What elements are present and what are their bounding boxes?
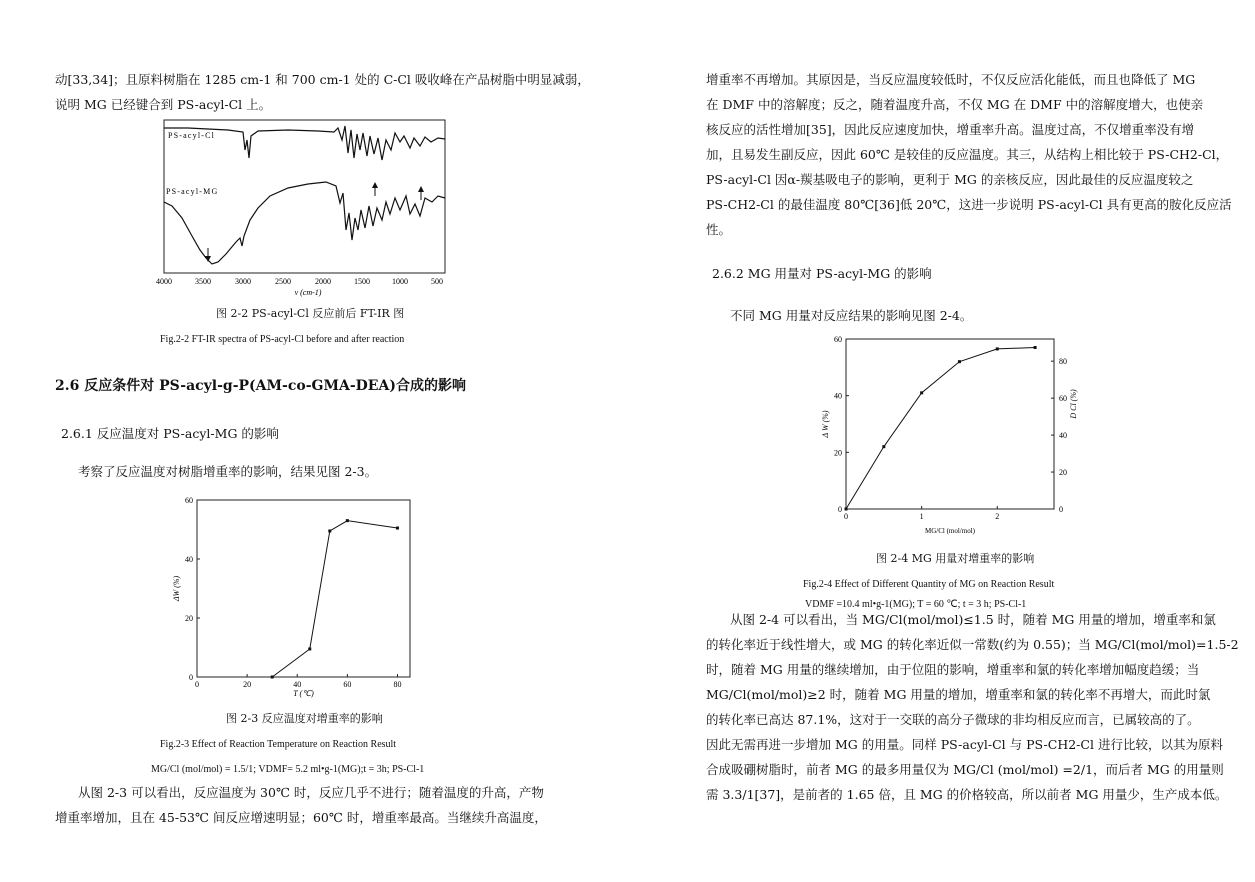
paragraph-line: 不同 MG 用量对反应结果的影响见图 2-4。 <box>730 308 973 323</box>
series-line <box>846 348 1035 510</box>
subsection-heading: 2.6.1 反应温度对 PS-acyl-MG 的影响 <box>61 426 279 441</box>
spectrum-label-bottom: PS-acyl-MG <box>166 187 219 196</box>
y-tick-label: 20 <box>834 448 842 458</box>
y-tick-label: 40 <box>834 391 842 401</box>
figure-caption-en: Fig.2-4 Effect of Different Quantity of MG on Reaction Result <box>803 579 1055 590</box>
x-tick: 3000 <box>235 277 251 286</box>
paragraph-line: 增重率不再增加。其原因是，当反应温度较低时，不仅反应活化能低，而且也降低了 MG <box>706 72 1196 87</box>
figure-caption-cn: 图 2-2 PS-acyl-Cl 反应前后 FT-IR 图 <box>216 307 405 320</box>
spectrum-label-top: PS-acyl-Cl <box>168 131 216 140</box>
y-right-tick-label: 0 <box>1059 505 1063 514</box>
x-tick: 2000 <box>315 277 331 286</box>
paragraph-line: PS-CH2-Cl 的最佳温度 80℃[36]低 20℃，这进一步说明 PS-acyl-Cl 具有更高的胺化反应活 <box>706 197 1232 212</box>
paragraph-line: 合成吸硼树脂时，前者 MG 的最多用量仅为 MG/Cl (mol/mol) =2/1，而后者 MG 的用量则 <box>706 762 1224 777</box>
x-tick: 1000 <box>392 277 408 286</box>
chart-fig-2-4 <box>815 330 1095 540</box>
figure-caption-en: Fig.2-2 FT-IR spectra of PS-acyl-Cl before and after reaction <box>160 334 405 345</box>
data-point <box>271 676 274 679</box>
y-right-tick-label: 80 <box>1059 357 1067 367</box>
x-tick-label: 0 <box>195 680 199 689</box>
chart-2-4-svg <box>815 330 1095 540</box>
data-point <box>920 391 923 394</box>
data-point <box>346 519 349 522</box>
x-tick-label: 80 <box>393 680 402 689</box>
paragraph-line: 在 DMF 中的溶解度；反之，随着温度升高，不仅 MG 在 DMF 中的溶解度增大，也使亲 <box>706 97 1204 112</box>
ftir-spectrum-plot <box>148 118 448 300</box>
chart-2-3-svg <box>170 492 420 702</box>
x-tick-label: 2 <box>995 512 1000 521</box>
x-tick-label: 1 <box>919 512 924 521</box>
y-right-tick-label: 40 <box>1059 431 1067 441</box>
paragraph-line: 因此无需再进一步增加 MG 的用量。同样 PS-acyl-Cl 与 PS-CH2-Cl 进行比较，以其为原料 <box>706 737 1223 752</box>
x-tick-label: 0 <box>844 512 848 521</box>
paragraph-line: 性。 <box>706 222 732 237</box>
paragraph-line: 加，且易发生副反应，因此 60℃ 是较佳的反应温度。其三，从结构上相比较于 PS-CH2-Cl， <box>706 147 1229 162</box>
x-axis-label: T (℃) <box>293 689 314 698</box>
paragraph-line: 的转化率已高达 87.1%，这对于一交联的高分子微球的非均相反应而言，已属较高的了。 <box>706 712 1200 727</box>
y-tick-label: 60 <box>185 496 193 505</box>
y-tick-label: 40 <box>185 555 193 564</box>
y-axis-right-label: D Cl (%) <box>1069 389 1078 419</box>
x-tick-label: 40 <box>293 680 302 689</box>
plot-frame <box>846 339 1054 509</box>
y-axis-label: ΔW (%) <box>172 575 181 602</box>
figure-caption-conditions: MG/Cl (mol/mol) = 1.5/1; VDMF= 5.2 ml•g-1(MG);t = 3h; PS-Cl-1 <box>151 764 425 775</box>
figure-caption-conditions: VDMF =10.4 ml•g-1(MG); T = 60 ℃; t = 3 h; PS-Cl-1 <box>805 599 1027 610</box>
paragraph-line: 的转化率近于线性增大，或 MG 的转化率近似一常数(约为 0.55)；当 MG/Cl(mol/mol)=1.5-2 <box>706 637 1239 652</box>
paragraph-line: 说明 MG 已经键合到 PS-acyl-Cl 上。 <box>55 97 272 112</box>
x-tick: 2500 <box>275 277 291 286</box>
x-tick: 1500 <box>354 277 370 286</box>
paragraph-line: 时，随着 MG 用量的继续增加，由于位阻的影响，增重率和氯的转化率增加幅度趋缓；当 <box>706 662 1200 677</box>
data-point <box>845 508 848 511</box>
series-line <box>272 521 397 677</box>
subsection-heading: 2.6.2 MG 用量对 PS-acyl-MG 的影响 <box>712 266 932 281</box>
x-tick-label: 60 <box>343 680 352 689</box>
ftir-x-ticks <box>156 277 443 286</box>
paragraph-line: PS-acyl-Cl 因α-羰基吸电子的影响，更利于 MG 的亲核反应，因此最佳的反应温度较之 <box>706 172 1194 187</box>
paragraph-line: 核反应的活性增加[35]，因此反应速度加快，增重率升高。温度过高，不仅增重率没有增 <box>706 122 1195 137</box>
y-axis-label: Δ W (%) <box>821 410 830 438</box>
paragraph-line: 从图 2-3 可以看出，反应温度为 30℃ 时，反应几乎不进行；随着温度的升高，产物 <box>78 785 544 800</box>
data-point <box>396 527 399 530</box>
y-tick-label: 0 <box>189 673 193 682</box>
x-axis-label: MG/Cl (mol/mol) <box>925 527 975 535</box>
data-point <box>882 445 885 448</box>
paragraph-line: 从图 2-4 可以看出，当 MG/Cl(mol/mol)≤1.5 时，随着 MG 用量的增加，增重率和氯 <box>730 612 1216 627</box>
x-tick: 4000 <box>156 277 172 286</box>
y-right-tick-label: 20 <box>1059 468 1067 478</box>
paragraph-line: MG/Cl(mol/mol)≥2 时，随着 MG 用量的增加，增重率和氯的转化率不再增大，而此时氯 <box>706 687 1211 702</box>
data-point <box>958 360 961 363</box>
data-point <box>328 529 331 532</box>
paragraph-line: 增重率增加，且在 45-53℃ 间反应增速明显；60℃ 时，增重率最高。当继续升高温度， <box>55 810 547 825</box>
section-heading: 2.6 反应条件对 PS-acyl-g-P(AM-co-GMA-DEA)合成的影响 <box>55 378 466 394</box>
y-right-tick-label: 60 <box>1059 394 1067 404</box>
data-point <box>996 347 999 350</box>
data-point <box>1034 346 1037 349</box>
paragraph-line: 考察了反应温度对树脂增重率的影响，结果见图 2-3。 <box>78 464 378 479</box>
ftir-x-axis-label: ν (cm-1) <box>294 288 322 297</box>
y-tick-label: 0 <box>838 505 842 514</box>
chart-fig-2-3 <box>170 492 420 702</box>
figure-caption-cn: 图 2-3 反应温度对增重率的影响 <box>226 712 383 725</box>
figure-caption-en: Fig.2-3 Effect of Reaction Temperature on Reaction Result <box>160 739 397 750</box>
x-tick-label: 20 <box>243 680 252 689</box>
plot-frame <box>197 500 410 677</box>
y-tick-label: 20 <box>185 614 193 623</box>
x-tick: 500 <box>431 277 443 286</box>
y-tick-label: 60 <box>834 335 842 344</box>
data-point <box>308 647 311 650</box>
figure-caption-cn: 图 2-4 MG 用量对增重率的影响 <box>876 552 1035 565</box>
ftir-figure <box>148 118 448 300</box>
paragraph-line: 动[33,34]；且原料树脂在 1285 cm-1 和 700 cm-1 处的 C-Cl 吸收峰在产品树脂中明显减弱， <box>55 72 590 87</box>
x-tick: 3500 <box>195 277 211 286</box>
paragraph-line: 需 3.3/1[37]，是前者的 1.65 倍，且 MG 的价格较高，所以前者 MG 用量少，生产成本低。 <box>706 787 1228 802</box>
